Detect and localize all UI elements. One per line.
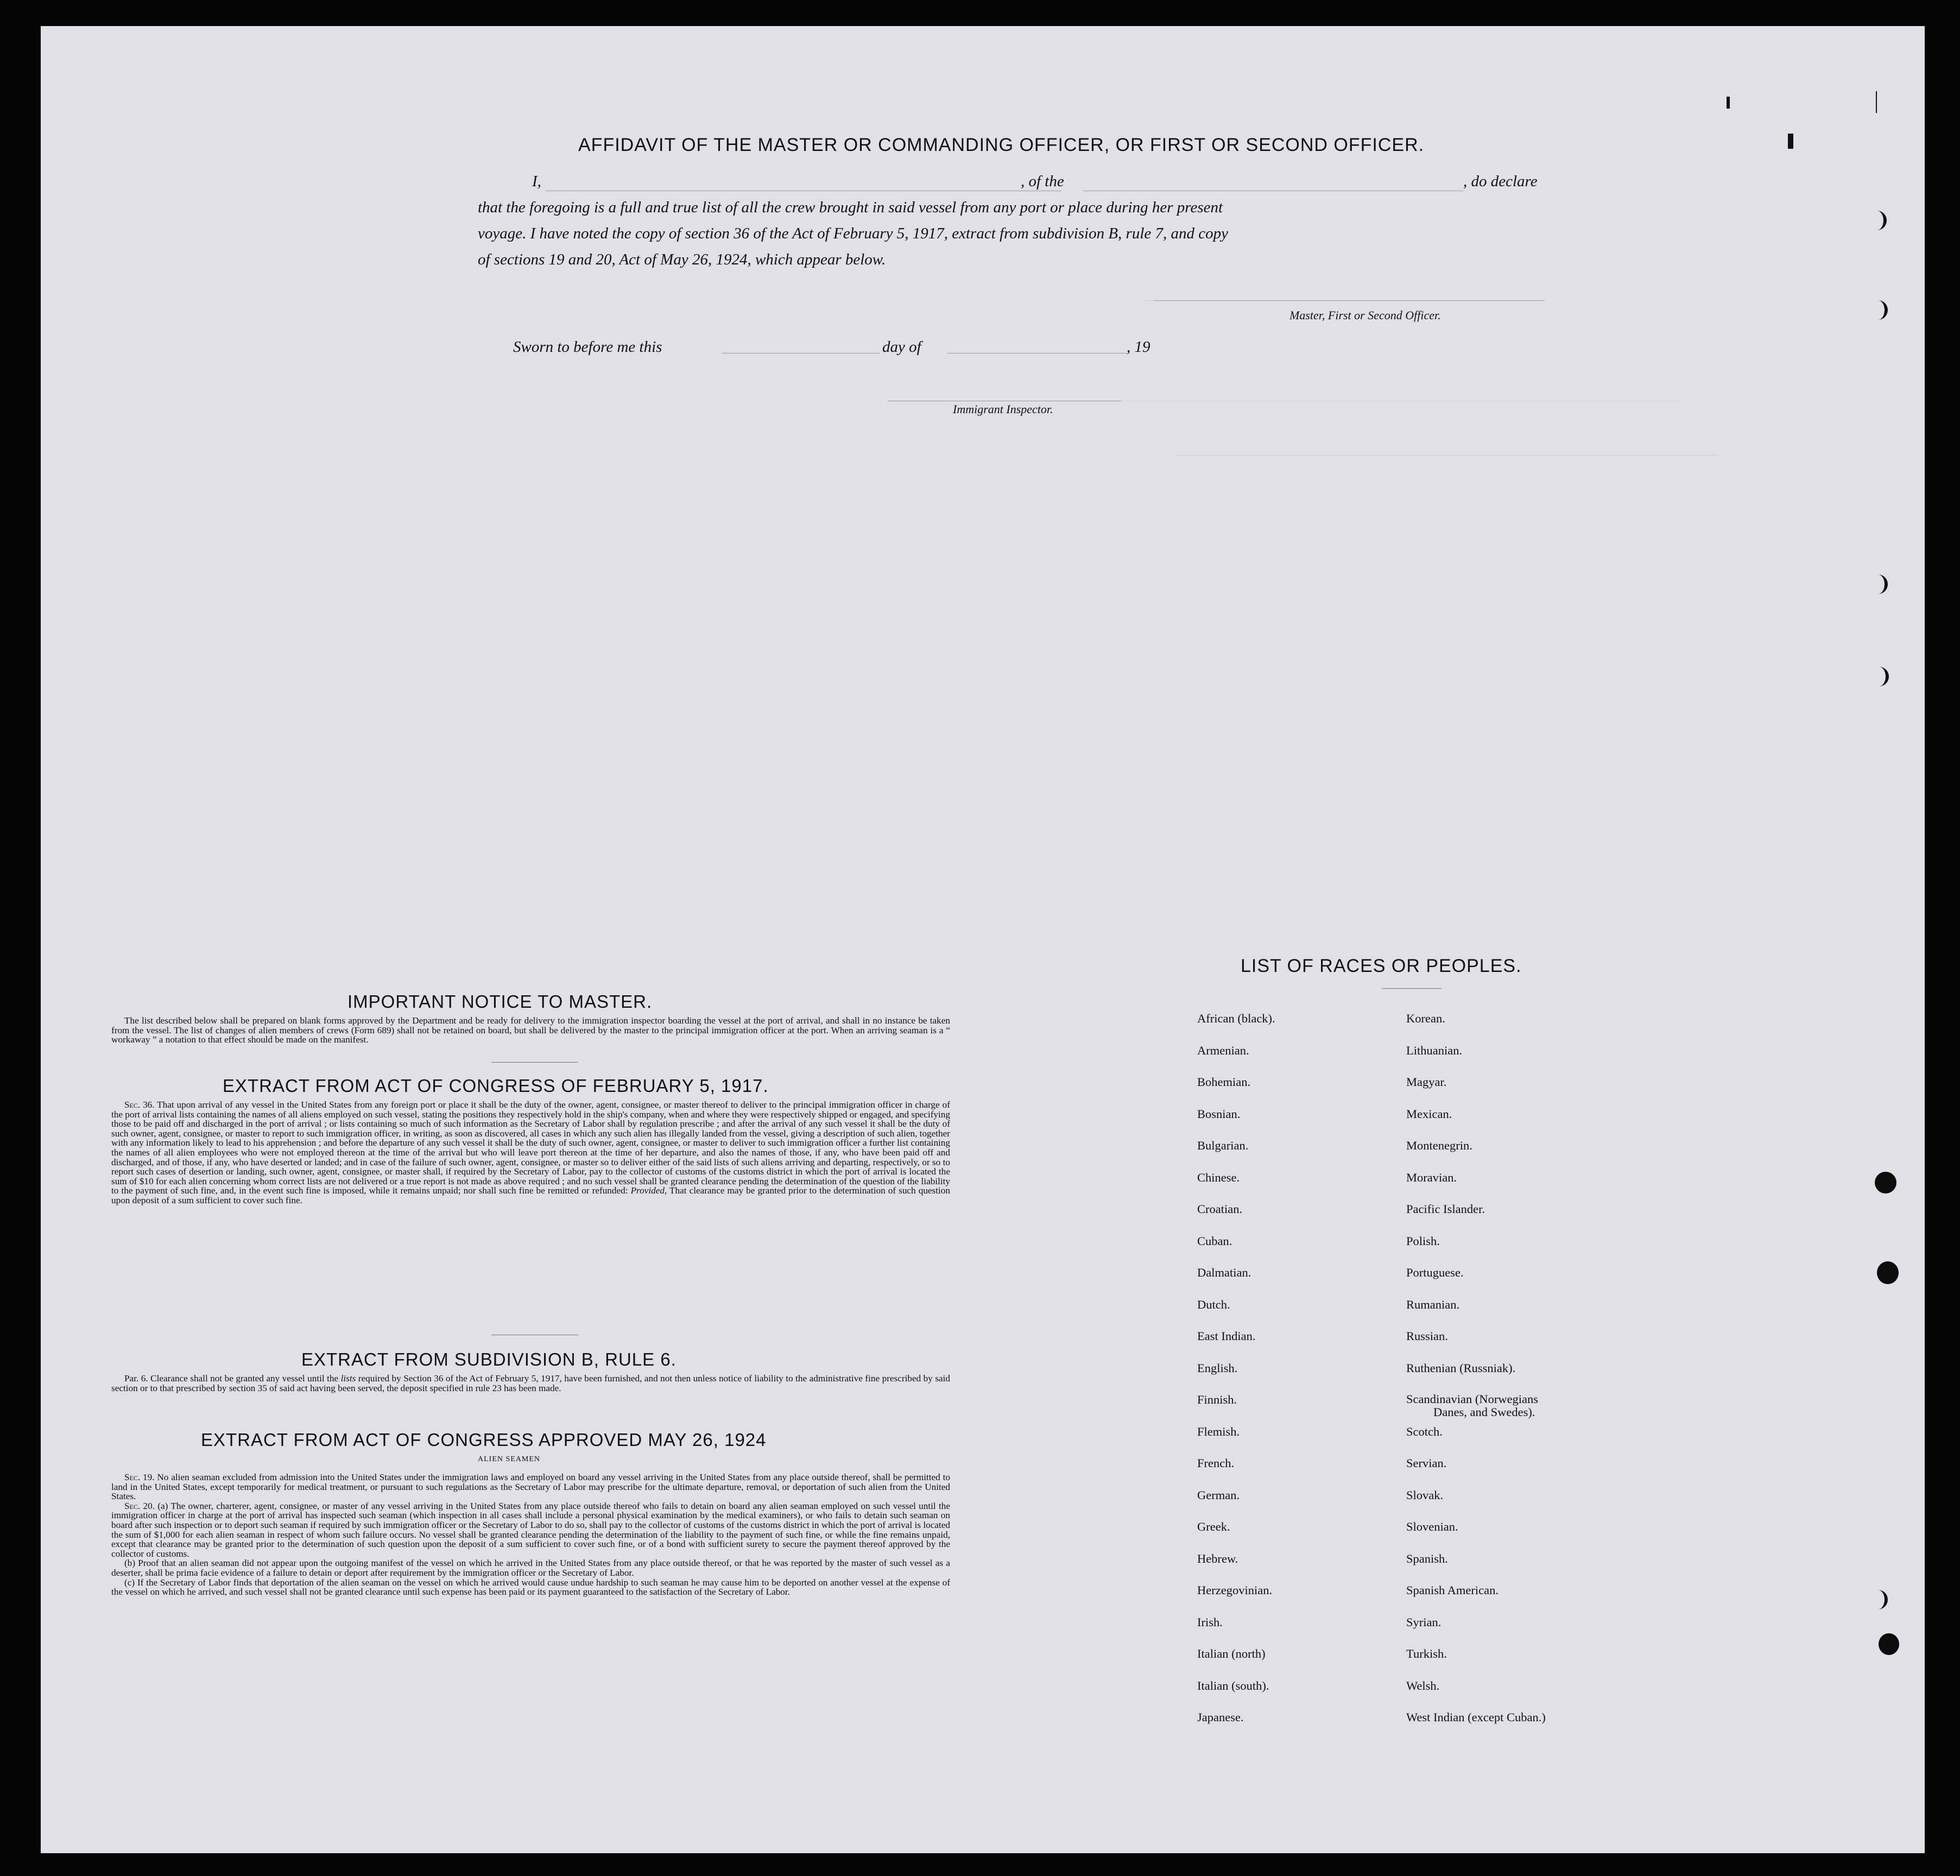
lists-label: lists xyxy=(340,1373,356,1384)
alien-seamen-subtitle: ALIEN SEAMEN xyxy=(478,1455,541,1463)
subdivision-pre: Par. 6. Clearance shall not be granted any vessel until the xyxy=(124,1373,339,1384)
race-item: Bosnian. xyxy=(1197,1107,1241,1121)
race-item: Spanish American. xyxy=(1406,1583,1499,1597)
binding-mark xyxy=(1788,134,1793,149)
race-item: Pacific Islander. xyxy=(1406,1202,1485,1216)
punch-hole xyxy=(1879,1633,1899,1655)
subdivision-post: required by Section 36 of the Act of February 5, 1917, have been furnished, and not then unless notice of liability to the administrative fine prescribed by said section or to that prescribed by section 35 of said act having been served, the deposit specified in rule 23 has been made. xyxy=(111,1373,951,1393)
binding-bracket xyxy=(1876,1590,1888,1609)
race-item: Flemish. xyxy=(1197,1424,1240,1438)
races-divider xyxy=(1382,988,1441,989)
race-item: French. xyxy=(1197,1456,1235,1470)
day-of-label: day of xyxy=(882,338,921,356)
race-item: Moravian. xyxy=(1406,1170,1457,1184)
binding-bracket xyxy=(1876,300,1888,320)
race-item: Armenian. xyxy=(1197,1043,1249,1057)
subdivision-title: EXTRACT FROM SUBDIVISION B, RULE 6. xyxy=(301,1349,676,1369)
affidavit-i-label: I, xyxy=(532,173,541,190)
binding-mark xyxy=(1727,97,1730,109)
race-item: East Indian. xyxy=(1197,1329,1256,1343)
race-item: Polish. xyxy=(1406,1234,1440,1248)
year-label: , 19 xyxy=(1127,338,1150,356)
race-item: Japanese. xyxy=(1197,1710,1244,1724)
signature-label: Master, First or Second Officer. xyxy=(1289,308,1441,322)
section-19-body: No alien seaman excluded from admission into the United States under the immigration laws and employed on board any vessel arriving in the United States from any place outside thereof, shall be permitted to land in the United States, except temporarily for medical treatment, or pursuant to such regulations as the Secretary of Labor may prescribe for the ultimate departure, removal, or deportation of such alien from the United States. xyxy=(111,1472,950,1502)
extract-1924-text xyxy=(111,1473,950,1597)
race-item: Lithuanian. xyxy=(1406,1043,1463,1057)
proviso-label: Provided, xyxy=(630,1185,667,1196)
race-item: Slovak. xyxy=(1406,1488,1444,1502)
extract-1917-text xyxy=(111,1100,950,1205)
section-20a-body: (a) The owner, charterer, agent, consignee, or master of any vessel arriving in the United States from any place outside thereof who fails to detain on board any alien seaman employed on such vessel until the immigration officer in charge at the port of arrival has inspected such seaman (which inspection in all cases shall include a personal physical examination by the medical examiners), or who fails to detain such seaman on board after such inspection or to deport such seaman if required by such immigration officer or the Secretary of Labor to do so, shall pay to the collector of customs of the customs district in which the port of arrival is located the sum of $1,000 for each alien seaman in respect of whom such failure occurs. No vessel shall be granted clearance pending the determination of the liability to the payment of such fine, or while the fine remains unpaid, except that clearance may be granted prior to the determination of such question upon the deposit of a sum sufficient to cover such fine, or of a bond with sufficient surety to secure the payment thereof approved by the collector of customs. xyxy=(111,1500,950,1559)
extract-1924-title: EXTRACT FROM ACT OF CONGRESS APPROVED MAY 26, 1924 xyxy=(201,1430,767,1450)
race-item: African (black). xyxy=(1197,1012,1275,1025)
notice-paragraph: The list described below shall be prepared on blank forms approved by the Department and be ready for delivery to the immigration inspector boarding the vessel at the port of arrival, and shall in no instance be taken from the vessel. The list of changes of alien members of crews (Form 689) shall not be retained on board, but shall be delivered by the master to the principal immigration officer at the port. When an arriving seaman is a “ workaway ” a notation to that effect should be made on the manifest. xyxy=(111,1015,950,1045)
race-item: Scotch. xyxy=(1406,1424,1443,1438)
race-item: Korean. xyxy=(1406,1012,1445,1025)
affidavit-line-4: of sections 19 and 20, Act of May 26, 1924, which appear below. xyxy=(478,251,886,268)
section-20b-body: (b) Proof that an alien seaman did not appear upon the outgoing manifest of the vessel on which he arrived in the United States from any place outside thereof, or that he was reported by the master of such vessel as a deserter, shall be prima facie evidence of a failure to detain or deport after requirement by the immigration officer or the Secretary of Labor. xyxy=(111,1558,950,1578)
race-item xyxy=(1406,1393,1546,1425)
inspector-label: Immigrant Inspector. xyxy=(953,402,1053,416)
extract-1917-title: EXTRACT FROM ACT OF CONGRESS OF FEBRUARY 5, 1917. xyxy=(223,1076,769,1096)
proviso-text: That clearance may be granted prior to the determination of such question upon deposit of a sum sufficient to cover such fine. xyxy=(111,1185,950,1205)
section-20-label: Sec. 20. xyxy=(124,1500,155,1511)
punch-hole xyxy=(1877,1261,1899,1284)
affidavit-line-3: voyage. I have noted the copy of section 36 of the Act of February 5, 1917, extract from subdivision B, rule 7, and copy xyxy=(478,225,1229,242)
sworn-label: Sworn to before me this xyxy=(513,338,662,356)
race-item: Bohemian. xyxy=(1197,1075,1251,1089)
race-item: Italian (south). xyxy=(1197,1678,1269,1692)
affidavit-title: AFFIDAVIT OF THE MASTER OR COMMANDING OFFICER, OR FIRST OR SECOND OFFICER. xyxy=(578,135,1425,155)
affidavit-line-2: that the foregoing is a full and true list of all the crew brought in said vessel from any port or place during her present xyxy=(478,199,1223,216)
race-item: Greek. xyxy=(1197,1520,1230,1533)
binding-bracket xyxy=(1877,667,1889,686)
race-item: English. xyxy=(1197,1361,1238,1375)
binding-bracket xyxy=(1875,211,1887,230)
race-item: Finnish. xyxy=(1197,1393,1237,1406)
race-item: West Indian (except Cuban.) xyxy=(1406,1710,1546,1724)
races-left-column xyxy=(1197,1012,1275,1742)
race-item: Mexican. xyxy=(1406,1107,1452,1121)
signature-line xyxy=(1154,300,1545,301)
race-item: Irish. xyxy=(1197,1615,1223,1629)
race-item: Syrian. xyxy=(1406,1615,1441,1629)
section-19-label: Sec. 19. xyxy=(124,1472,155,1482)
race-item: German. xyxy=(1197,1488,1240,1502)
races-title: LIST OF RACES OR PEOPLES. xyxy=(1241,956,1522,976)
binding-bracket xyxy=(1876,574,1888,594)
race-item: Welsh. xyxy=(1406,1678,1440,1692)
race-item: Magyar. xyxy=(1406,1075,1447,1089)
race-item: Ruthenian (Russniak). xyxy=(1406,1361,1516,1375)
race-item: Spanish. xyxy=(1406,1551,1448,1565)
race-item: Dalmatian. xyxy=(1197,1266,1251,1279)
race-item: Portuguese. xyxy=(1406,1266,1464,1279)
race-item: Russian. xyxy=(1406,1329,1448,1343)
section-36-label: Sec. 36. xyxy=(124,1100,155,1110)
punch-hole xyxy=(1875,1172,1896,1193)
race-item-line-2: Danes, and Swedes). xyxy=(1433,1405,1535,1419)
section-divider xyxy=(491,1062,578,1063)
race-item: Chinese. xyxy=(1197,1170,1240,1184)
race-item: Servian. xyxy=(1406,1456,1447,1470)
race-item: Cuban. xyxy=(1197,1234,1232,1248)
race-item: Rumanian. xyxy=(1406,1297,1460,1311)
race-item: Croatian. xyxy=(1197,1202,1243,1216)
section-36-body: That upon arrival of any vessel in the United States from any foreign port or place it shall be the duty of the owner, agent, consignee, or master thereof to deliver to the principal immigration officer in charge of the port of arrival lists containing the names of all aliens employed on such vessel, stating the positions they respectively hold in the ship's company, when and where they were respectively shipped or engaged, and specifying those to be paid off and discharged in the port of arrival ; or lists containing so much of such information as the Secretary of Labor shall by regulation prescribe ; and after the arrival of any such vessel it shall be the duty of such owner, agent, consignee, or master to report to such immigration officer, in writing, as soon as discovered, all cases in which any such alien has illegally landed from the vessel, giving a description of such alien, together with any information likely to lead to his apprehension ; and before the departure of any such vessel it shall be the duty of such owner, agent, consignee, or master to deliver to such immigration officer a further list containing the names of all alien employees who were not employed thereon at the time of the arrival but who will leave port thereon at the time of her departure, and also the names of those, if any, who have been paid off and discharged, and of those, if any, who have deserted or landed; and in case of the failure of such owner, agent, consignee, or master so to deliver either of the said lists of such aliens arriving and departing, respectively, or so to report such cases of desertion or landing, such owner, agent, consignee, or master shall, if required by the Secretary of Labor, pay to the collector of customs of the customs district in which the port of arrival is located the sum of $10 for each alien concerning whom correct lists are not delivered or a true report is not made as above required ; and no such vessel shall be granted clearance pending the determination of the question of the liability to the payment of such fine, and, in the event such fine is imposed, while it remains unpaid; nor shall such fine be remitted or refunded: xyxy=(111,1100,950,1196)
document-page xyxy=(41,26,1925,1853)
race-item: Montenegrin. xyxy=(1406,1139,1472,1152)
races-right-column xyxy=(1406,1012,1546,1742)
notice-text xyxy=(111,1016,950,1045)
race-item: Turkish. xyxy=(1406,1647,1447,1660)
race-item: Slovenian. xyxy=(1406,1520,1458,1533)
section-20c-body: (c) If the Secretary of Labor finds that deportation of the alien seaman on the vessel on which he arrived would cause undue hardship to such seaman he may cause him to be deported on another vessel at the expense of the vessel on which he arrived, and such vessel shall not be granted clearance until such expense has been paid or its payment guaranteed to the satisfaction of the Secretary of Labor. xyxy=(111,1577,950,1597)
subdivision-text xyxy=(111,1374,950,1393)
race-item: Herzegovinian. xyxy=(1197,1583,1273,1597)
race-item: Hebrew. xyxy=(1197,1551,1238,1565)
race-item: Dutch. xyxy=(1197,1297,1230,1311)
notice-title: IMPORTANT NOTICE TO MASTER. xyxy=(347,991,653,1012)
affidavit-declare-label: , do declare xyxy=(1463,173,1538,190)
affidavit-of-the-label: , of the xyxy=(1021,173,1064,190)
race-item: Italian (north) xyxy=(1197,1647,1266,1660)
binding-mark xyxy=(1876,91,1877,113)
race-item-line-1: Scandinavian (Norwegians xyxy=(1406,1392,1539,1406)
race-item: Bulgarian. xyxy=(1197,1139,1249,1152)
